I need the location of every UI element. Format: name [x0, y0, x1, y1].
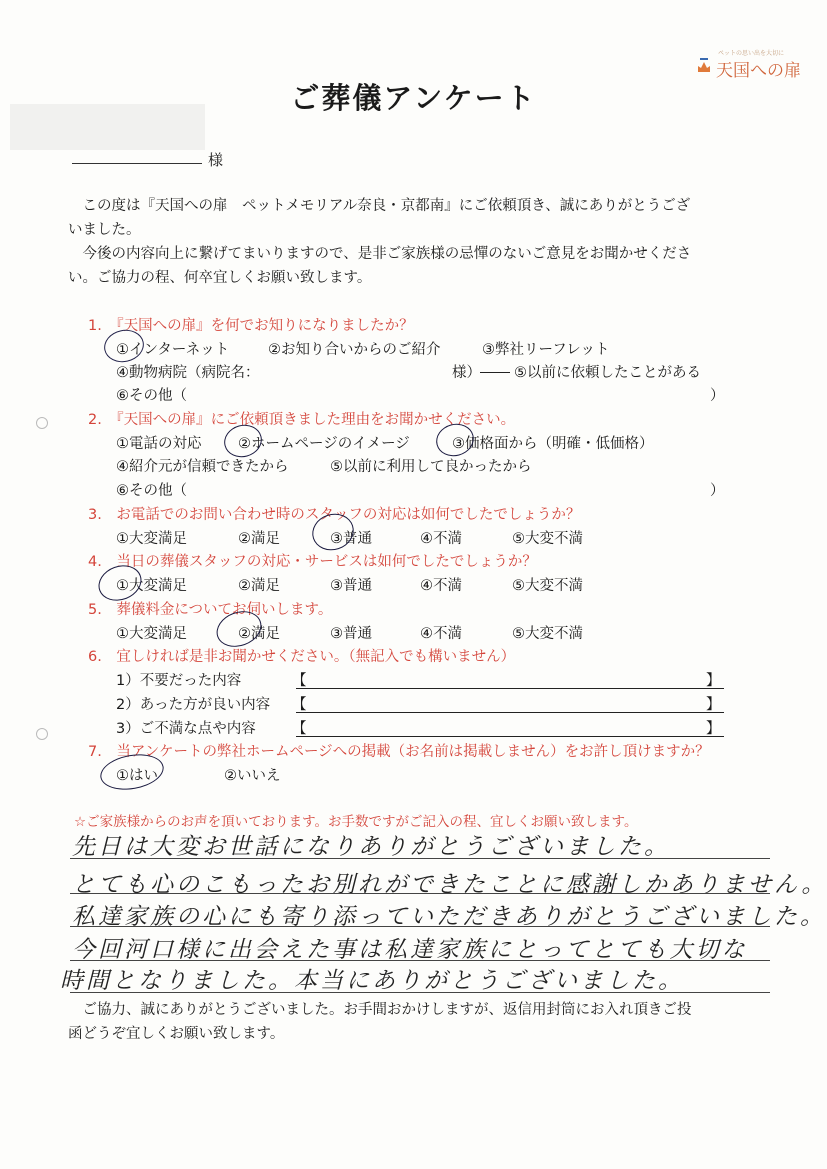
closing-line: 函どうぞ宜しくお願い致します。: [68, 1026, 285, 1042]
logo-tagline: ペットの思い出を大切に: [718, 50, 785, 57]
q3-option-3[interactable]: ③普通: [330, 531, 372, 547]
intro-line: この度は『天国への扉 ペットメモリアル奈良・京都南』にご依頼頂き、誠にありがとうござ: [68, 198, 691, 214]
q1-option-repeat[interactable]: ⑤以前に依頼したことがある: [514, 365, 701, 381]
q1-option-other[interactable]: ⑥その他（: [116, 388, 187, 404]
q7-option-yes[interactable]: ①はい: [116, 768, 158, 784]
q6-item-unneeded: 1）不要だった内容: [116, 673, 242, 689]
name-underline: [72, 163, 202, 164]
q2-other-close: ）: [710, 483, 725, 499]
q6-answer-field-unneeded[interactable]: [296, 688, 724, 689]
q1-option-vet[interactable]: ④動物病院（病院名：: [116, 365, 260, 381]
intro-line: いました。: [68, 222, 141, 238]
company-logo: [696, 48, 806, 81]
question-6: 6. 宜しければ是非お聞かせください。（無記入でも構いません）: [88, 649, 516, 665]
writing-rule: [70, 858, 770, 859]
bracket-open: 【: [292, 673, 307, 689]
handwritten-line: 私達家族の心にも寄り添っていただきありがとうございました。: [72, 904, 826, 930]
question-5: 5. 葬儀料金についてお伺いします。: [88, 602, 333, 618]
q4-option-3[interactable]: ③普通: [330, 578, 372, 594]
q6-item-wanted: 2）あった方が良い内容: [116, 697, 271, 713]
q2-option-other[interactable]: ⑥その他（: [116, 483, 187, 499]
q3-option-1[interactable]: ①大変満足: [116, 531, 187, 547]
question-2: 2. 『天国への扉』にご依頼頂きました理由をお聞かせください。: [88, 412, 516, 428]
q5-option-5[interactable]: ⑤大変不満: [512, 626, 583, 642]
redacted-name-box: [10, 104, 205, 150]
logo-name: 天国への扉: [716, 61, 801, 81]
handwritten-line: 今回河口様に出会えた事は私達家族にとってとても大切な: [72, 937, 748, 963]
q2-option-phone[interactable]: ①電話の対応: [116, 436, 202, 452]
question-4: 4. 当日の葬儀スタッフの対応・サービスは如何でしたでしょうか？: [88, 554, 537, 570]
q1-option-referral[interactable]: ②お知り合いからのご紹介: [268, 342, 441, 358]
intro-line: い。ご協力の程、何卒宜しくお願い致します。: [68, 270, 372, 286]
handwritten-line: 先日は大変お世話になりありがとうございました。: [72, 834, 670, 860]
q4-option-5[interactable]: ⑤大変不満: [512, 578, 583, 594]
q5-option-1[interactable]: ①大変満足: [116, 626, 187, 642]
q6-answer-field-complaints[interactable]: [296, 736, 724, 737]
q1-option-internet[interactable]: ①インターネット: [116, 342, 230, 358]
q5-option-3[interactable]: ③普通: [330, 626, 372, 642]
q6-item-complaints: 3）ご不満な点や内容: [116, 721, 256, 737]
handwritten-line: 時間となりました。本当にありがとうございました。: [60, 968, 684, 994]
bracket-close: 】: [706, 721, 721, 737]
binder-hole: [36, 417, 48, 429]
comment-instructions: ☆ご家族様からのお声を頂いております。お手数ですがご記入の程、宜しくお願い致します。: [74, 814, 638, 830]
page-title: ご葬儀アンケート: [290, 81, 537, 115]
bracket-open: 【: [292, 721, 307, 737]
q1-option-leaflet[interactable]: ③弊社リーフレット: [482, 342, 610, 358]
q5-option-4[interactable]: ④不満: [420, 626, 462, 642]
q2-option-price[interactable]: ③価格面から（明確・低価格）: [452, 436, 654, 452]
bracket-close: 】: [706, 673, 721, 689]
q1-vet-suffix: 様）: [452, 365, 481, 381]
dash: [480, 372, 510, 373]
q3-option-5[interactable]: ⑤大変不満: [512, 531, 583, 547]
question-1: 1. 『天国への扉』を何でお知りになりましたか？: [88, 318, 414, 334]
writing-rule: [70, 992, 770, 993]
q1-other-close: ）: [710, 388, 725, 404]
q6-answer-field-wanted[interactable]: [296, 712, 724, 713]
q7-option-no[interactable]: ②いいえ: [224, 768, 281, 784]
intro-text: [68, 194, 758, 290]
writing-rule: [70, 960, 770, 961]
binder-hole: [36, 728, 48, 740]
closing-text: [68, 998, 768, 1046]
q3-option-4[interactable]: ④不満: [420, 531, 462, 547]
handwritten-line: とても心のこもったお別れができたことに感謝しかありません。: [72, 872, 827, 898]
q2-option-homepage[interactable]: ②ホームページのイメージ: [238, 436, 410, 452]
closing-line: ご協力、誠にありがとうございました。お手間おかけしますが、返信用封筒にお入れ頂きご投: [68, 1002, 692, 1018]
q3-option-2[interactable]: ②満足: [238, 531, 280, 547]
q4-option-1[interactable]: ①大変満足: [116, 578, 187, 594]
intro-line: 今後の内容向上に繋げてまいりますので、是非ご家族様の忌憚のないご意見をお聞かせくださ: [68, 246, 692, 262]
question-7: 7. 当アンケートの弊社ホームページへの掲載（お名前は掲載しません）をお許し頂けますか？: [88, 744, 710, 760]
q5-option-2[interactable]: ②満足: [238, 626, 280, 642]
q2-option-trust[interactable]: ④紹介元が信頼できたから: [116, 459, 289, 475]
writing-rule: [70, 926, 770, 927]
name-suffix: 様: [208, 151, 224, 169]
writing-rule: [70, 893, 770, 894]
bracket-open: 【: [292, 697, 307, 713]
q2-option-previous[interactable]: ⑤以前に利用して良かったから: [330, 459, 532, 475]
q4-option-4[interactable]: ④不満: [420, 578, 462, 594]
q4-option-2[interactable]: ②満足: [238, 578, 280, 594]
bracket-close: 】: [706, 697, 721, 713]
question-3: 3. お電話でのお問い合わせ時のスタッフの対応は如何でしたでしょうか？: [88, 507, 581, 523]
logo-flame-icon: [696, 56, 712, 74]
